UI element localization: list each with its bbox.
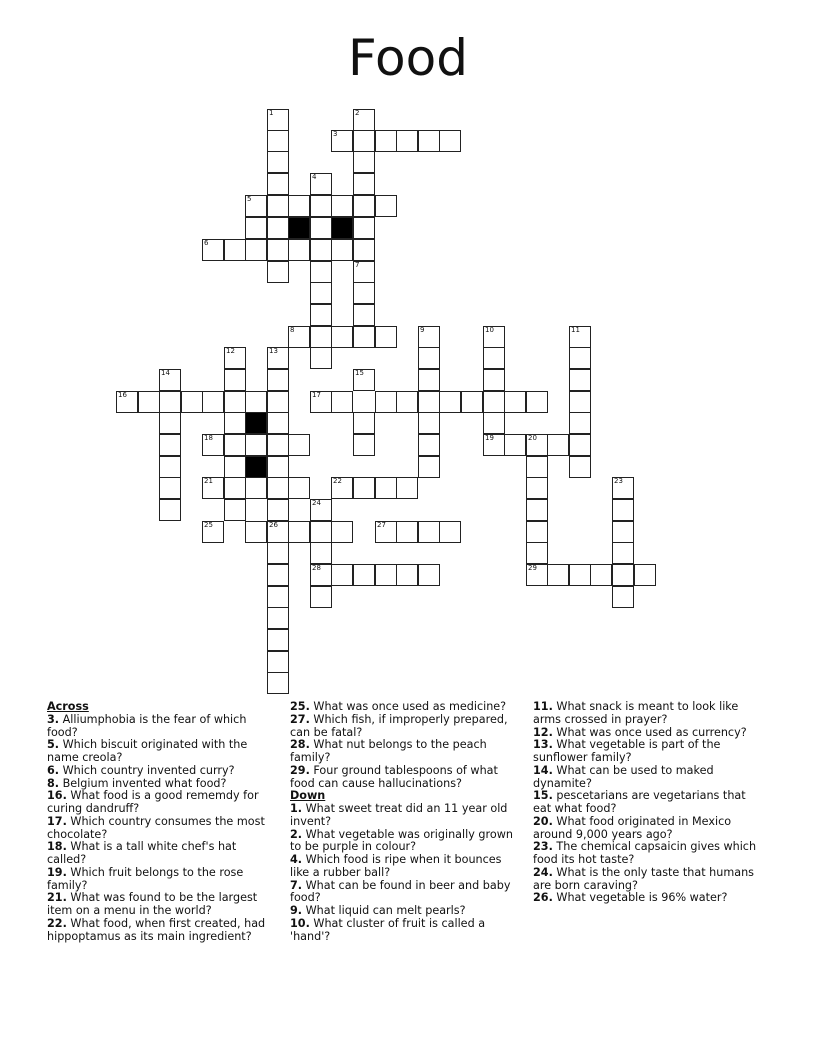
grid-block bbox=[245, 412, 267, 434]
clue-item-text: Four ground tablespoons of what food can cause hallucinations? bbox=[290, 763, 498, 790]
clue-column-3 bbox=[533, 701, 763, 905]
clue-number: 22 bbox=[333, 477, 342, 485]
grid-cell[interactable] bbox=[569, 326, 591, 348]
clue-item-number: 17. bbox=[47, 814, 67, 828]
grid-cell[interactable] bbox=[310, 173, 332, 195]
grid-cell[interactable] bbox=[590, 564, 612, 586]
grid-cell[interactable] bbox=[353, 412, 375, 434]
clue-number: 27 bbox=[377, 521, 386, 529]
grid-cell[interactable] bbox=[418, 347, 440, 369]
grid-cell[interactable] bbox=[418, 412, 440, 434]
grid-cell[interactable] bbox=[267, 629, 289, 651]
clue-item-text: What liquid can melt pearls? bbox=[305, 904, 466, 917]
grid-cell[interactable] bbox=[138, 391, 160, 413]
clue-number: 9 bbox=[420, 326, 425, 334]
grid-cell[interactable] bbox=[526, 521, 548, 543]
clue-item-text: What is a tall white chef's hat called? bbox=[47, 840, 237, 866]
grid-cell[interactable] bbox=[331, 391, 353, 413]
grid-cell[interactable] bbox=[224, 347, 246, 369]
grid-cell[interactable] bbox=[612, 477, 634, 499]
clue-item bbox=[47, 739, 269, 765]
grid-cell[interactable] bbox=[418, 521, 440, 543]
grid-cell[interactable] bbox=[375, 391, 397, 413]
grid-cell[interactable] bbox=[159, 412, 181, 434]
grid-cell[interactable] bbox=[267, 607, 289, 629]
grid-cell[interactable] bbox=[331, 326, 353, 348]
grid-cell[interactable] bbox=[267, 173, 289, 195]
grid-cell[interactable] bbox=[418, 369, 440, 391]
clue-item-text: What can be found in beer and baby food? bbox=[290, 878, 511, 905]
grid-cell[interactable] bbox=[245, 521, 267, 543]
grid-cell[interactable] bbox=[159, 477, 181, 499]
clue-item-text: What nut belongs to the peach family? bbox=[290, 738, 487, 764]
clue-number: 29 bbox=[528, 564, 537, 572]
grid-cell[interactable] bbox=[267, 391, 289, 413]
clue-number: 24 bbox=[312, 499, 321, 507]
grid-cell[interactable] bbox=[224, 239, 246, 261]
clue-number: 13 bbox=[269, 347, 278, 355]
clue-item-number: 7. bbox=[290, 878, 303, 892]
grid-cell[interactable] bbox=[396, 391, 418, 413]
clue-number: 7 bbox=[355, 261, 360, 269]
grid-cell[interactable] bbox=[504, 391, 526, 413]
grid-cell[interactable] bbox=[310, 391, 332, 413]
clue-item-text: The chemical capsaicin gives which food its hot taste? bbox=[533, 840, 757, 866]
grid-cell[interactable] bbox=[483, 347, 505, 369]
grid-cell[interactable] bbox=[310, 326, 332, 348]
grid-cell[interactable] bbox=[353, 239, 375, 261]
grid-cell[interactable] bbox=[439, 130, 461, 152]
clue-item-text: What food is a good rememdy for curing dandruff? bbox=[47, 789, 259, 815]
grid-cell[interactable] bbox=[418, 456, 440, 478]
clue-item-number: 26. bbox=[533, 891, 553, 905]
grid-cell[interactable] bbox=[159, 434, 181, 456]
grid-cell[interactable] bbox=[439, 391, 461, 413]
grid-cell[interactable] bbox=[353, 151, 375, 173]
clue-number: 12 bbox=[226, 347, 235, 355]
grid-cell[interactable] bbox=[159, 499, 181, 521]
grid-cell[interactable] bbox=[245, 477, 267, 499]
clue-number: 17 bbox=[312, 391, 321, 399]
clue-item-text: What vegetable was originally grown to be purple in colour? bbox=[290, 827, 513, 854]
clue-item bbox=[290, 765, 518, 791]
grid-cell[interactable] bbox=[353, 173, 375, 195]
grid-cell[interactable] bbox=[267, 586, 289, 608]
grid-cell[interactable] bbox=[267, 651, 289, 673]
grid-cell[interactable] bbox=[418, 391, 440, 413]
grid-cell[interactable] bbox=[483, 369, 505, 391]
clue-number: 25 bbox=[204, 521, 213, 529]
grid-cell[interactable] bbox=[267, 412, 289, 434]
grid-cell[interactable] bbox=[267, 434, 289, 456]
clue-item-number: 23. bbox=[533, 840, 553, 854]
clue-item-number: 6. bbox=[47, 763, 60, 777]
grid-cell[interactable] bbox=[310, 347, 332, 369]
clue-item-text: Which food is ripe when it bounces like a rubber ball? bbox=[290, 853, 502, 879]
grid-cell[interactable] bbox=[224, 499, 246, 521]
grid-cell[interactable] bbox=[418, 130, 440, 152]
grid-cell[interactable] bbox=[331, 130, 353, 152]
grid-cell[interactable] bbox=[634, 564, 656, 586]
clue-item-text: What was once used as medicine? bbox=[313, 700, 507, 713]
page-title: Food bbox=[348, 29, 468, 87]
clue-item-number: 14. bbox=[533, 763, 553, 777]
grid-cell[interactable] bbox=[526, 434, 548, 456]
grid-cell[interactable] bbox=[375, 521, 397, 543]
grid-cell[interactable] bbox=[267, 217, 289, 239]
grid-cell[interactable] bbox=[461, 391, 483, 413]
grid-cell[interactable] bbox=[569, 434, 591, 456]
clue-number: 14 bbox=[161, 369, 170, 377]
grid-cell[interactable] bbox=[116, 391, 138, 413]
clue-number: 6 bbox=[204, 239, 209, 247]
grid-cell[interactable] bbox=[224, 412, 246, 434]
clue-number: 21 bbox=[204, 477, 213, 485]
grid-cell[interactable] bbox=[547, 564, 569, 586]
grid-cell[interactable] bbox=[267, 261, 289, 283]
grid-cell[interactable] bbox=[267, 369, 289, 391]
clue-item-number: 1. bbox=[290, 802, 303, 815]
clue-item bbox=[533, 790, 763, 816]
grid-cell[interactable] bbox=[569, 564, 591, 586]
grid-cell[interactable] bbox=[353, 326, 375, 348]
clue-item-text: What was once used as currency? bbox=[556, 725, 747, 739]
grid-cell[interactable] bbox=[526, 477, 548, 499]
grid-cell[interactable] bbox=[288, 239, 310, 261]
grid-cell[interactable] bbox=[310, 239, 332, 261]
clue-item-text: What is the only taste that humans are born caraving? bbox=[533, 865, 754, 892]
clue-item-number: 15. bbox=[533, 789, 553, 803]
grid-cell[interactable] bbox=[526, 564, 548, 586]
clue-item bbox=[533, 765, 763, 791]
grid-cell[interactable] bbox=[267, 347, 289, 369]
grid-cell[interactable] bbox=[310, 499, 332, 521]
clue-item-text: Which biscuit originated with the name creola? bbox=[47, 738, 248, 764]
grid-cell[interactable] bbox=[483, 434, 505, 456]
grid-cell[interactable] bbox=[310, 542, 332, 564]
clue-item-text: Which country consumes the most chocolate? bbox=[47, 814, 265, 841]
clue-number: 23 bbox=[614, 477, 623, 485]
clue-number: 19 bbox=[485, 434, 494, 442]
grid-cell[interactable] bbox=[310, 564, 332, 586]
grid-cell[interactable] bbox=[418, 326, 440, 348]
grid-cell[interactable] bbox=[224, 456, 246, 478]
grid-cell[interactable] bbox=[375, 326, 397, 348]
grid-cell[interactable] bbox=[310, 195, 332, 217]
grid-cell[interactable] bbox=[396, 130, 418, 152]
grid-cell[interactable] bbox=[267, 109, 289, 131]
grid-cell[interactable] bbox=[267, 239, 289, 261]
clue-number: 2 bbox=[355, 109, 360, 117]
grid-cell[interactable] bbox=[375, 130, 397, 152]
clue-number: 10 bbox=[485, 326, 494, 334]
across-heading: Across bbox=[47, 700, 89, 713]
grid-cell[interactable] bbox=[375, 477, 397, 499]
grid-cell[interactable] bbox=[288, 326, 310, 348]
clue-item bbox=[533, 816, 763, 842]
grid-cell[interactable] bbox=[288, 521, 310, 543]
grid-cell[interactable] bbox=[353, 434, 375, 456]
clue-item bbox=[47, 816, 269, 842]
clue-item-text: What food originated in Mexico around 9,000 years ago? bbox=[533, 814, 732, 841]
grid-cell[interactable] bbox=[310, 217, 332, 239]
grid-cell[interactable] bbox=[375, 195, 397, 217]
clue-item-text: Belgium invented what food? bbox=[62, 776, 227, 790]
grid-cell[interactable] bbox=[245, 195, 267, 217]
grid-cell[interactable] bbox=[353, 217, 375, 239]
grid-cell[interactable] bbox=[159, 369, 181, 391]
grid-cell[interactable] bbox=[224, 477, 246, 499]
grid-block bbox=[331, 217, 353, 239]
grid-block bbox=[245, 456, 267, 478]
clue-number: 16 bbox=[118, 391, 127, 399]
clue-item-number: 16. bbox=[47, 789, 67, 803]
clue-item-number: 13. bbox=[533, 738, 553, 752]
clue-item bbox=[533, 701, 763, 727]
grid-cell[interactable] bbox=[375, 564, 397, 586]
clue-number: 1 bbox=[269, 109, 274, 117]
clue-item bbox=[47, 892, 269, 918]
grid-cell[interactable] bbox=[526, 456, 548, 478]
grid-cell[interactable] bbox=[202, 391, 224, 413]
clue-column-1 bbox=[47, 701, 269, 943]
clue-item-number: 10. bbox=[290, 916, 310, 930]
grid-cell[interactable] bbox=[224, 369, 246, 391]
clue-item-number: 22. bbox=[47, 916, 67, 930]
grid-cell[interactable] bbox=[353, 261, 375, 283]
grid-cell[interactable] bbox=[288, 477, 310, 499]
clue-item-text: pescetarians are vegetarians that eat what food? bbox=[533, 789, 746, 815]
grid-cell[interactable] bbox=[331, 477, 353, 499]
grid-cell[interactable] bbox=[526, 391, 548, 413]
grid-cell[interactable] bbox=[267, 195, 289, 217]
clue-item-number: 20. bbox=[533, 814, 553, 828]
clue-item-number: 24. bbox=[533, 865, 553, 879]
clue-item-number: 5. bbox=[47, 738, 60, 752]
grid-cell[interactable] bbox=[569, 391, 591, 413]
grid-cell[interactable] bbox=[267, 130, 289, 152]
grid-cell[interactable] bbox=[353, 564, 375, 586]
grid-cell[interactable] bbox=[245, 391, 267, 413]
clue-item-text: What vegetable is part of the sunflower family? bbox=[533, 738, 721, 764]
clue-number: 4 bbox=[312, 173, 317, 181]
clue-number: 5 bbox=[247, 195, 252, 203]
clue-item-number: 8. bbox=[47, 776, 60, 790]
grid-cell[interactable] bbox=[526, 499, 548, 521]
grid-cell[interactable] bbox=[267, 151, 289, 173]
clue-item bbox=[290, 714, 518, 740]
grid-cell[interactable] bbox=[331, 239, 353, 261]
grid-cell[interactable] bbox=[612, 499, 634, 521]
grid-cell[interactable] bbox=[331, 521, 353, 543]
grid-cell[interactable] bbox=[612, 586, 634, 608]
grid-cell[interactable] bbox=[181, 391, 203, 413]
grid-cell[interactable] bbox=[288, 434, 310, 456]
clue-item bbox=[533, 739, 763, 765]
grid-cell[interactable] bbox=[331, 564, 353, 586]
grid-cell[interactable] bbox=[159, 391, 181, 413]
clue-item bbox=[47, 918, 269, 944]
down-heading: Down bbox=[290, 789, 326, 803]
clue-number: 15 bbox=[355, 369, 364, 377]
grid-cell[interactable] bbox=[202, 434, 224, 456]
clue-number: 3 bbox=[333, 130, 338, 138]
grid-cell[interactable] bbox=[396, 564, 418, 586]
clue-item-number: 11. bbox=[533, 700, 553, 713]
clue-number: 26 bbox=[269, 521, 278, 529]
clue-item-number: 12. bbox=[533, 725, 553, 739]
clue-item bbox=[47, 790, 269, 816]
clue-item-number: 27. bbox=[290, 712, 310, 726]
grid-cell[interactable] bbox=[396, 521, 418, 543]
clue-item bbox=[47, 714, 269, 740]
grid-cell[interactable] bbox=[310, 304, 332, 326]
clue-item-number: 28. bbox=[290, 738, 310, 752]
grid-cell[interactable] bbox=[202, 521, 224, 543]
clue-item bbox=[290, 803, 518, 829]
clue-item-number: 21. bbox=[47, 891, 67, 905]
grid-cell[interactable] bbox=[267, 564, 289, 586]
grid-cell[interactable] bbox=[569, 456, 591, 478]
grid-cell[interactable] bbox=[331, 195, 353, 217]
grid-cell[interactable] bbox=[569, 369, 591, 391]
grid-cell[interactable] bbox=[224, 434, 246, 456]
clue-number: 11 bbox=[571, 326, 580, 334]
grid-cell[interactable] bbox=[353, 477, 375, 499]
clue-item-text: Which fish, if improperly prepared, can be fatal? bbox=[290, 712, 508, 739]
grid-cell[interactable] bbox=[267, 456, 289, 478]
clue-item-text: What cluster of fruit is called a 'hand'? bbox=[290, 916, 486, 943]
grid-cell[interactable] bbox=[612, 542, 634, 564]
grid-cell[interactable] bbox=[483, 326, 505, 348]
clue-column-2 bbox=[290, 701, 518, 943]
clue-item-text: Alliumphobia is the fear of which food? bbox=[47, 712, 247, 739]
grid-cell[interactable] bbox=[396, 477, 418, 499]
clue-item bbox=[533, 892, 763, 905]
clue-number: 18 bbox=[204, 434, 213, 442]
grid-cell[interactable] bbox=[612, 564, 634, 586]
grid-cell[interactable] bbox=[310, 586, 332, 608]
clue-item bbox=[290, 854, 518, 880]
grid-cell[interactable] bbox=[612, 521, 634, 543]
clue-item-text: What sweet treat did an 11 year old invent? bbox=[290, 802, 508, 828]
clue-item-number: 29. bbox=[290, 763, 310, 777]
grid-cell[interactable] bbox=[353, 195, 375, 217]
clue-item-number: 25. bbox=[290, 700, 310, 713]
grid-cell[interactable] bbox=[504, 434, 526, 456]
clue-item bbox=[290, 918, 518, 944]
grid-cell[interactable] bbox=[310, 521, 332, 543]
grid-cell[interactable] bbox=[569, 412, 591, 434]
clue-number: 28 bbox=[312, 564, 321, 572]
grid-cell[interactable] bbox=[267, 672, 289, 694]
grid-cell[interactable] bbox=[310, 261, 332, 283]
clue-number: 20 bbox=[528, 434, 537, 442]
clue-item-text: Which fruit belongs to the rose family? bbox=[47, 865, 244, 892]
grid-cell[interactable] bbox=[418, 564, 440, 586]
clue-item bbox=[533, 841, 763, 867]
clue-item-text: Which country invented curry? bbox=[62, 763, 235, 777]
clue-item-number: 9. bbox=[290, 904, 303, 917]
clue-item bbox=[47, 867, 269, 893]
grid-cell[interactable] bbox=[224, 391, 246, 413]
grid-cell[interactable] bbox=[202, 239, 224, 261]
clue-item-number: 19. bbox=[47, 865, 67, 879]
clue-item bbox=[533, 867, 763, 893]
grid-cell[interactable] bbox=[267, 542, 289, 564]
grid-cell[interactable] bbox=[353, 282, 375, 304]
clue-item bbox=[290, 829, 518, 855]
grid-cell[interactable] bbox=[483, 391, 505, 413]
clue-item-text: What was found to be the largest item on a menu in the world? bbox=[47, 891, 258, 917]
clue-item bbox=[290, 880, 518, 906]
grid-cell[interactable] bbox=[310, 282, 332, 304]
clue-item-text: What snack is meant to look like arms crossed in prayer? bbox=[533, 700, 739, 726]
grid-cell[interactable] bbox=[353, 304, 375, 326]
grid-cell[interactable] bbox=[483, 412, 505, 434]
grid-cell[interactable] bbox=[353, 130, 375, 152]
grid-cell[interactable] bbox=[526, 542, 548, 564]
clue-item-number: 18. bbox=[47, 840, 67, 854]
grid-block bbox=[288, 217, 310, 239]
grid-cell[interactable] bbox=[439, 521, 461, 543]
grid-cell[interactable] bbox=[245, 434, 267, 456]
grid-cell[interactable] bbox=[547, 434, 569, 456]
grid-cell[interactable] bbox=[353, 369, 375, 391]
grid-cell[interactable] bbox=[159, 456, 181, 478]
grid-cell[interactable] bbox=[202, 477, 224, 499]
grid-cell[interactable] bbox=[245, 239, 267, 261]
clue-number: 8 bbox=[290, 326, 295, 334]
clue-item-text: What food, when first created, had hippoptamus as its main ingredient? bbox=[47, 916, 266, 943]
clue-item bbox=[290, 739, 518, 765]
grid-cell[interactable] bbox=[267, 477, 289, 499]
clue-item bbox=[47, 841, 269, 867]
grid-cell[interactable] bbox=[569, 347, 591, 369]
grid-cell[interactable] bbox=[267, 499, 289, 521]
grid-cell[interactable] bbox=[245, 217, 267, 239]
clue-item-number: 2. bbox=[290, 827, 303, 841]
grid-cell[interactable] bbox=[288, 195, 310, 217]
grid-cell[interactable] bbox=[418, 434, 440, 456]
clue-item-text: What can be used to maked dynamite? bbox=[533, 763, 714, 790]
grid-cell[interactable] bbox=[353, 109, 375, 131]
clue-item-text: What vegetable is 96% water? bbox=[556, 891, 728, 905]
clue-item-number: 3. bbox=[47, 712, 60, 726]
grid-cell[interactable] bbox=[267, 521, 289, 543]
clue-item-number: 4. bbox=[290, 853, 303, 866]
